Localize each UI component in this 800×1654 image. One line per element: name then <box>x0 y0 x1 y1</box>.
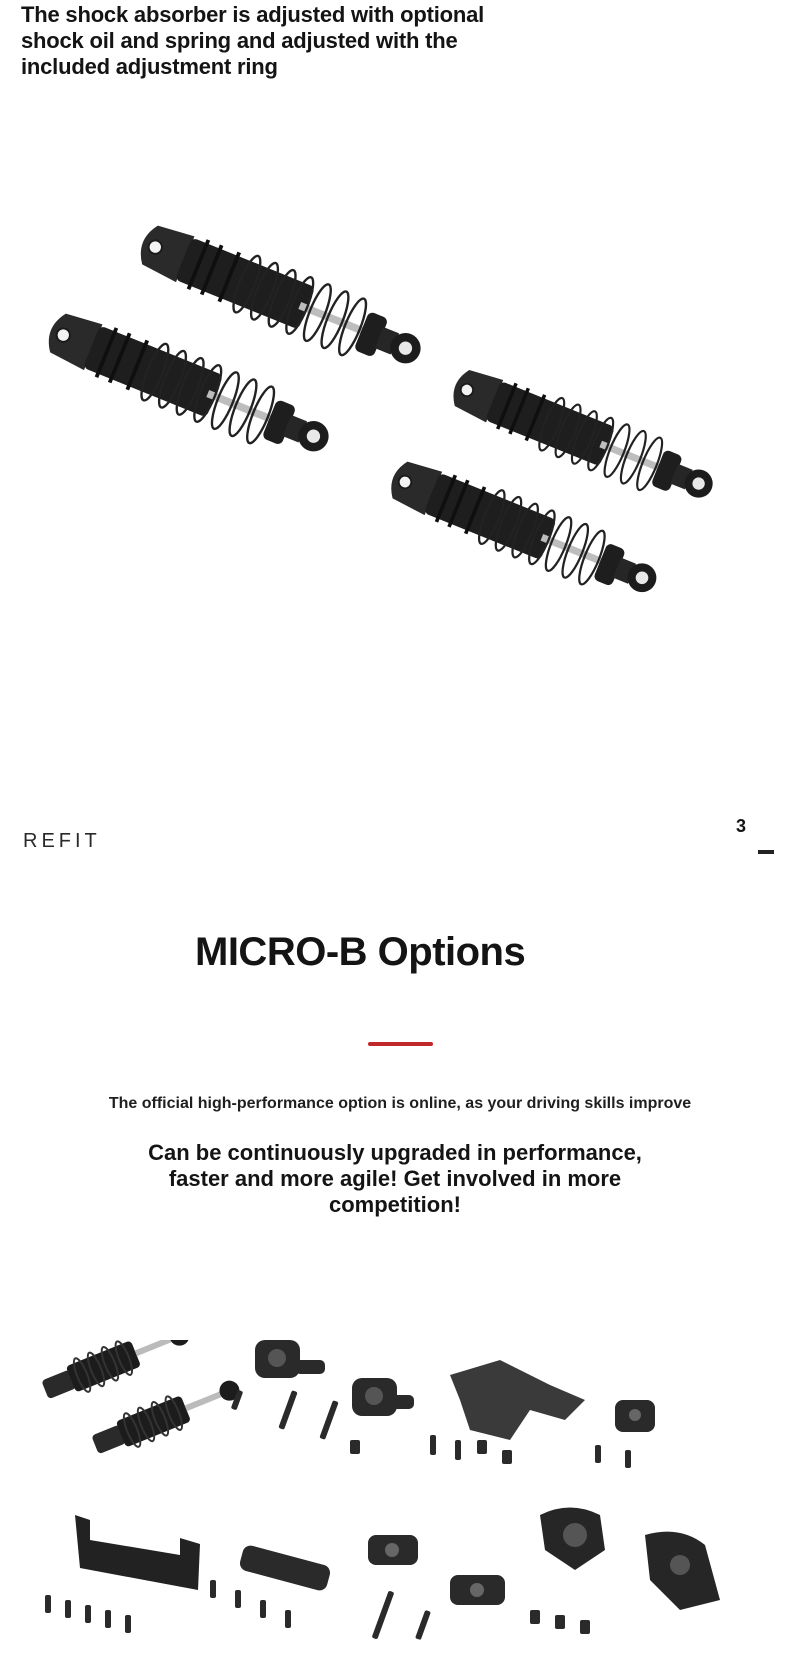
upgrade-parts-image <box>30 1340 780 1654</box>
accent-divider <box>368 1042 433 1046</box>
section-tagline: Can be continuously upgraded in performance, faster and more agile! Get involved in more competition! <box>148 1140 642 1217</box>
section-subline: The official high-performance option is online, as your driving skills improve <box>108 1095 692 1112</box>
page-indicator-dash <box>758 850 774 854</box>
section-title: MICRO-B Options <box>195 930 526 974</box>
brand-logo: REFIT <box>23 830 101 852</box>
product-headline: The shock absorber is adjusted with optional shock oil and spring and adjusted with the included adjustment ring <box>21 2 485 79</box>
shock-absorber-image <box>30 200 770 680</box>
page-number: 3 <box>736 816 747 836</box>
